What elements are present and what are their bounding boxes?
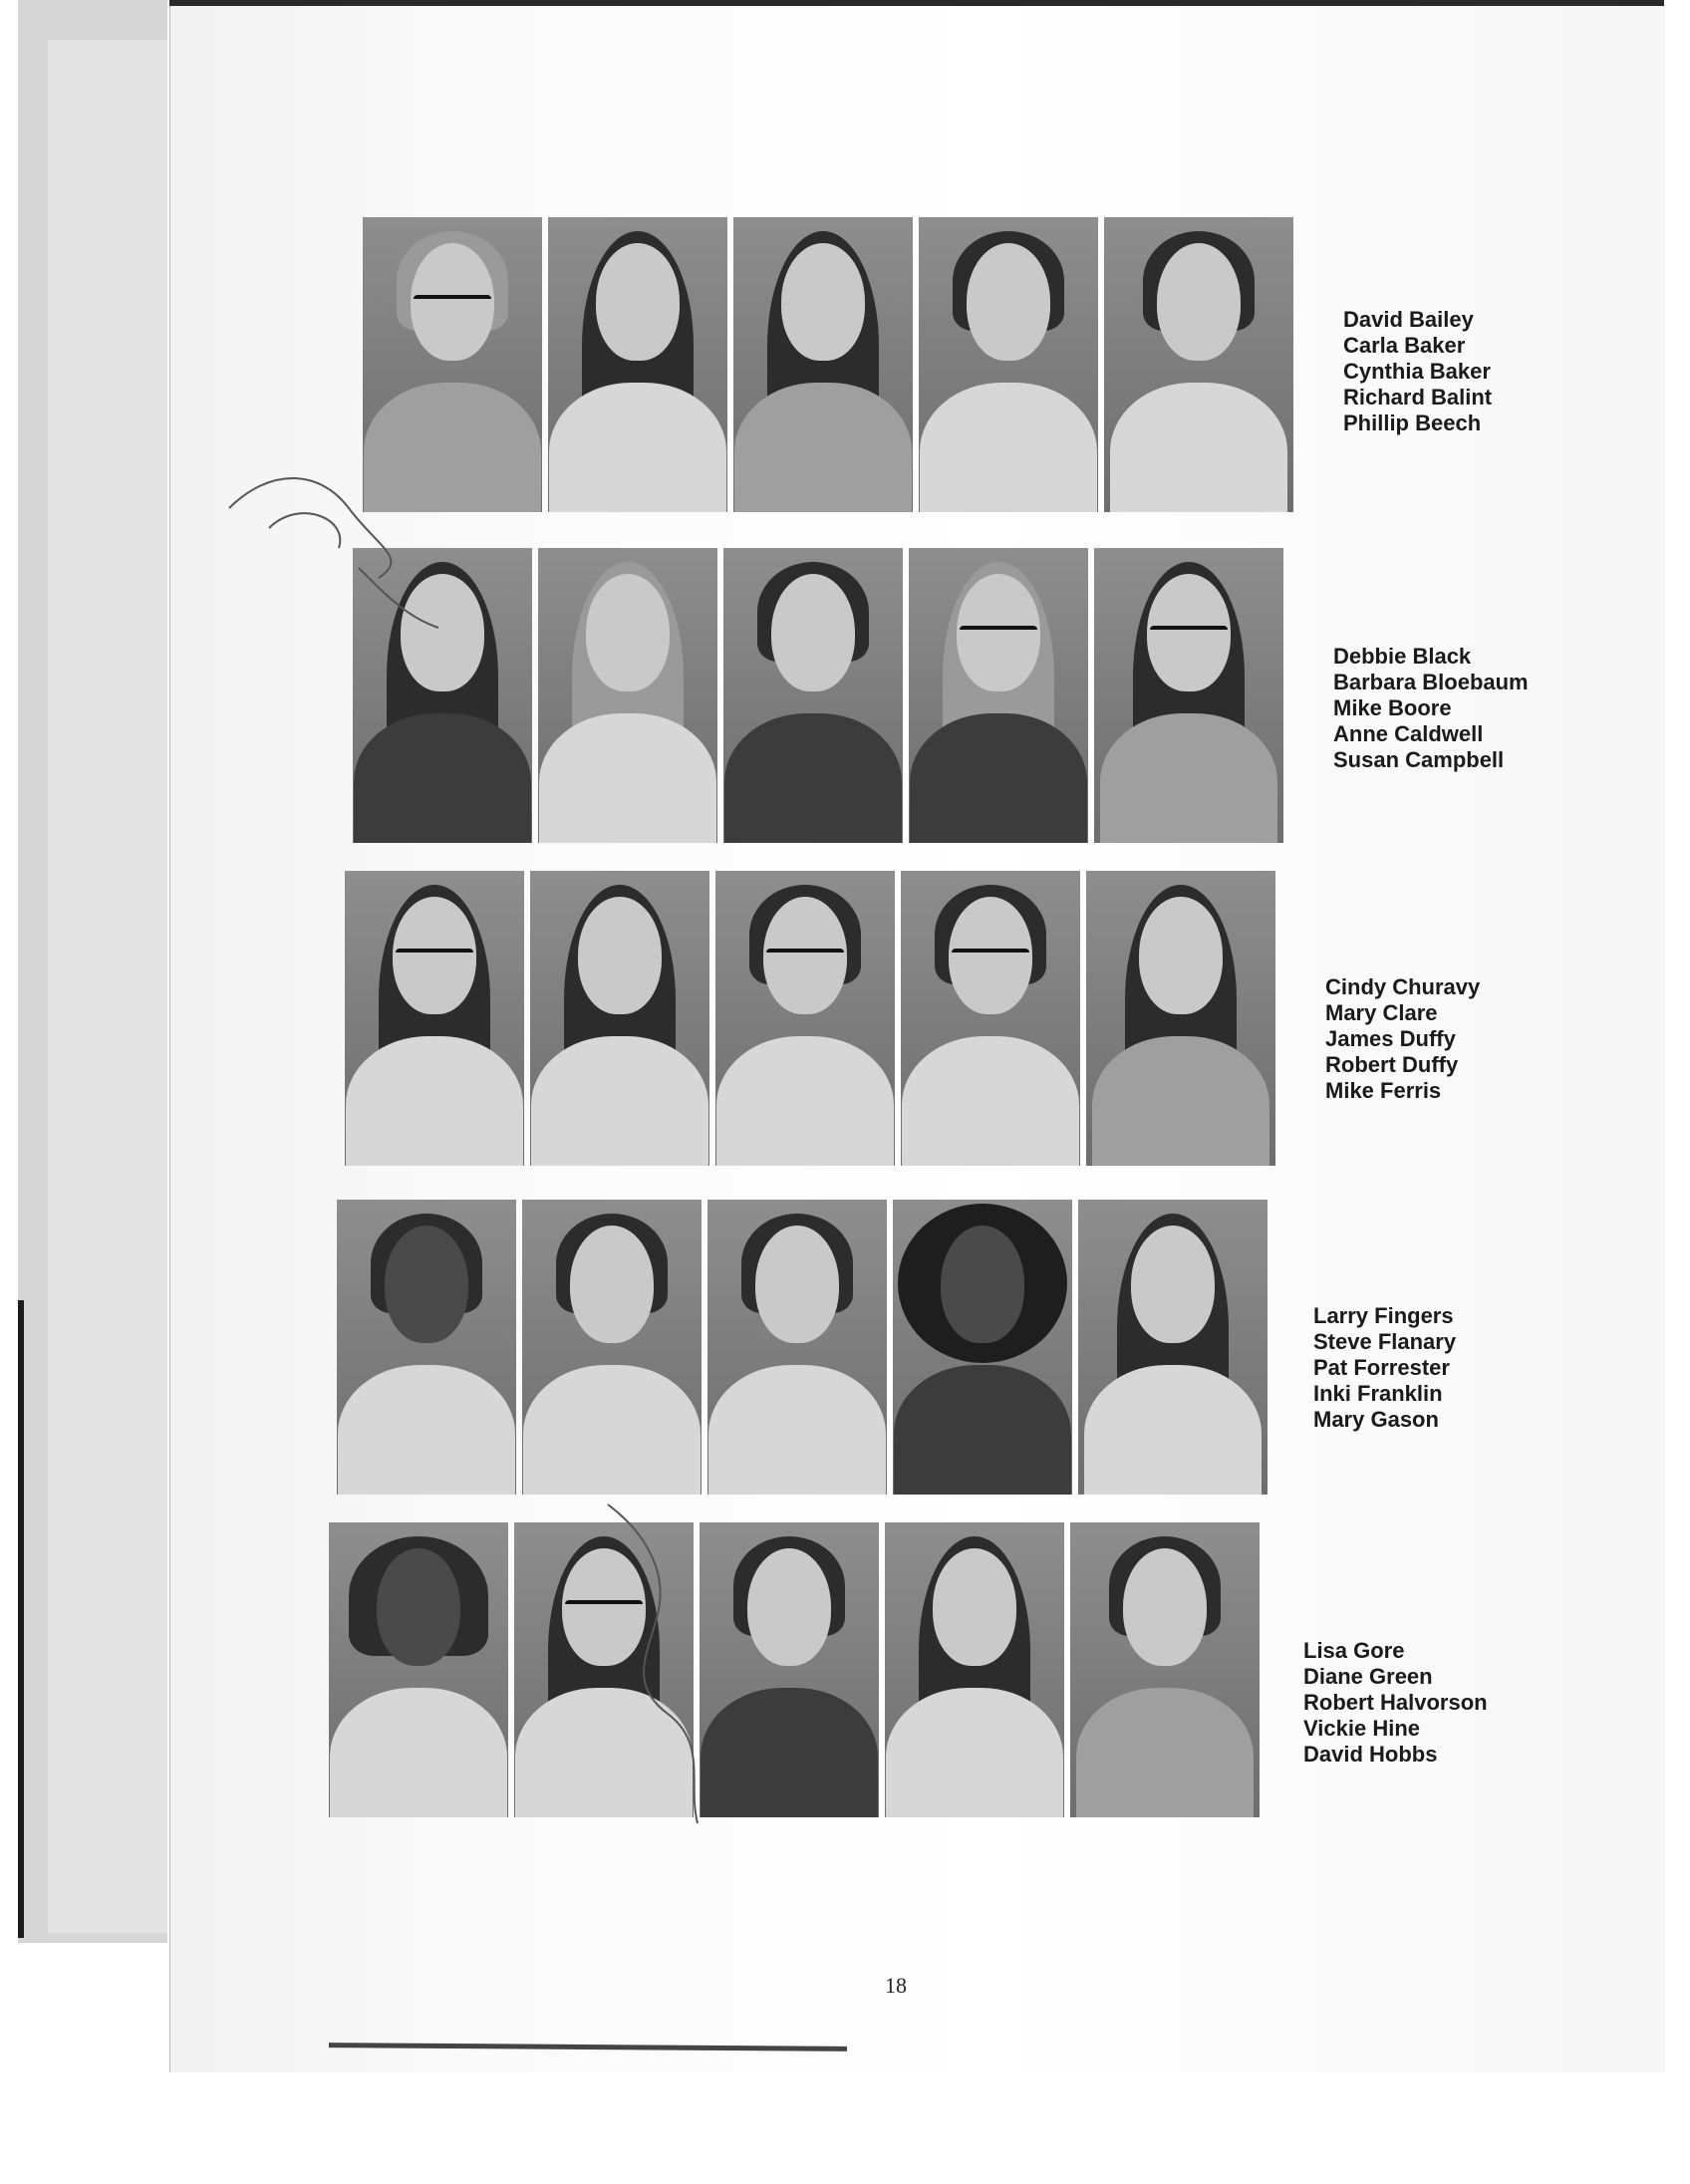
portrait-mary-gason <box>1078 1200 1268 1495</box>
portrait-robert-duffy <box>901 871 1080 1166</box>
student-name: Mary Gason <box>1313 1407 1439 1432</box>
portrait-inki-franklin <box>893 1200 1072 1495</box>
portrait-row-2 <box>353 548 1499 847</box>
student-name: Mary Clare <box>1325 1000 1438 1025</box>
signature-scribble-center <box>588 1495 707 1833</box>
names-row-1 <box>1343 307 1492 436</box>
student-name: Anne Caldwell <box>1333 721 1484 746</box>
portrait-carla-baker <box>548 217 727 512</box>
portrait-robert-halvorson <box>700 1522 879 1817</box>
student-name: David Hobbs <box>1303 1742 1438 1767</box>
portrait-vickie-hine <box>885 1522 1064 1817</box>
portrait-richard-balint <box>919 217 1098 512</box>
portrait-barbara-bloebaum <box>538 548 717 843</box>
student-name: Robert Halvorson <box>1303 1690 1488 1715</box>
student-name: Vickie Hine <box>1303 1716 1420 1741</box>
names-row-3 <box>1325 974 1480 1104</box>
portrait-larry-fingers <box>337 1200 516 1495</box>
names-row-5 <box>1303 1638 1488 1768</box>
signature-scribble-left <box>209 448 448 648</box>
student-name: Cindy Churavy <box>1325 974 1481 999</box>
student-name: Steve Flanary <box>1313 1329 1457 1354</box>
student-name: Cynthia Baker <box>1343 359 1491 384</box>
student-name: Barbara Bloebaum <box>1333 670 1529 694</box>
page-edge-strip <box>48 40 167 1933</box>
portrait-phillip-beech <box>1104 217 1293 512</box>
book-spine <box>18 1300 24 1938</box>
student-name: Susan Campbell <box>1333 747 1505 772</box>
portrait-row-3 <box>345 871 1491 1170</box>
portrait-susan-campbell <box>1094 548 1283 843</box>
student-name: Larry Fingers <box>1313 1303 1454 1328</box>
student-name: Mike Boore <box>1333 695 1452 720</box>
page-number: 18 <box>885 1973 907 1998</box>
portrait-pat-forrester <box>707 1200 887 1495</box>
student-name: Diane Green <box>1303 1664 1433 1689</box>
portrait-steve-flanary <box>522 1200 702 1495</box>
portrait-mary-clare <box>530 871 709 1166</box>
student-name: Phillip Beech <box>1343 410 1482 435</box>
student-name: Robert Duffy <box>1325 1052 1459 1077</box>
student-name: Lisa Gore <box>1303 1638 1405 1663</box>
student-name: James Duffy <box>1325 1026 1456 1051</box>
adjacent-page-edge <box>18 0 167 1943</box>
portrait-row-1 <box>363 217 1509 516</box>
portrait-mike-boore <box>723 548 903 843</box>
portrait-james-duffy <box>715 871 895 1166</box>
portrait-lisa-gore <box>329 1522 508 1817</box>
names-row-2 <box>1333 644 1529 773</box>
student-name: Richard Balint <box>1343 385 1493 410</box>
student-name: David Bailey <box>1343 307 1474 332</box>
student-name: Mike Ferris <box>1325 1078 1442 1103</box>
student-name: Carla Baker <box>1343 333 1466 358</box>
portrait-mike-ferris <box>1086 871 1275 1166</box>
student-name: Pat Forrester <box>1313 1355 1450 1380</box>
names-row-4 <box>1313 1303 1456 1433</box>
portrait-anne-caldwell <box>909 548 1088 843</box>
student-name: Inki Franklin <box>1313 1381 1443 1406</box>
student-name: Debbie Black <box>1333 644 1472 669</box>
portrait-david-hobbs <box>1070 1522 1260 1817</box>
portrait-row-4 <box>337 1200 1483 1499</box>
portrait-cynthia-baker <box>733 217 913 512</box>
portrait-cindy-churavy <box>345 871 524 1166</box>
